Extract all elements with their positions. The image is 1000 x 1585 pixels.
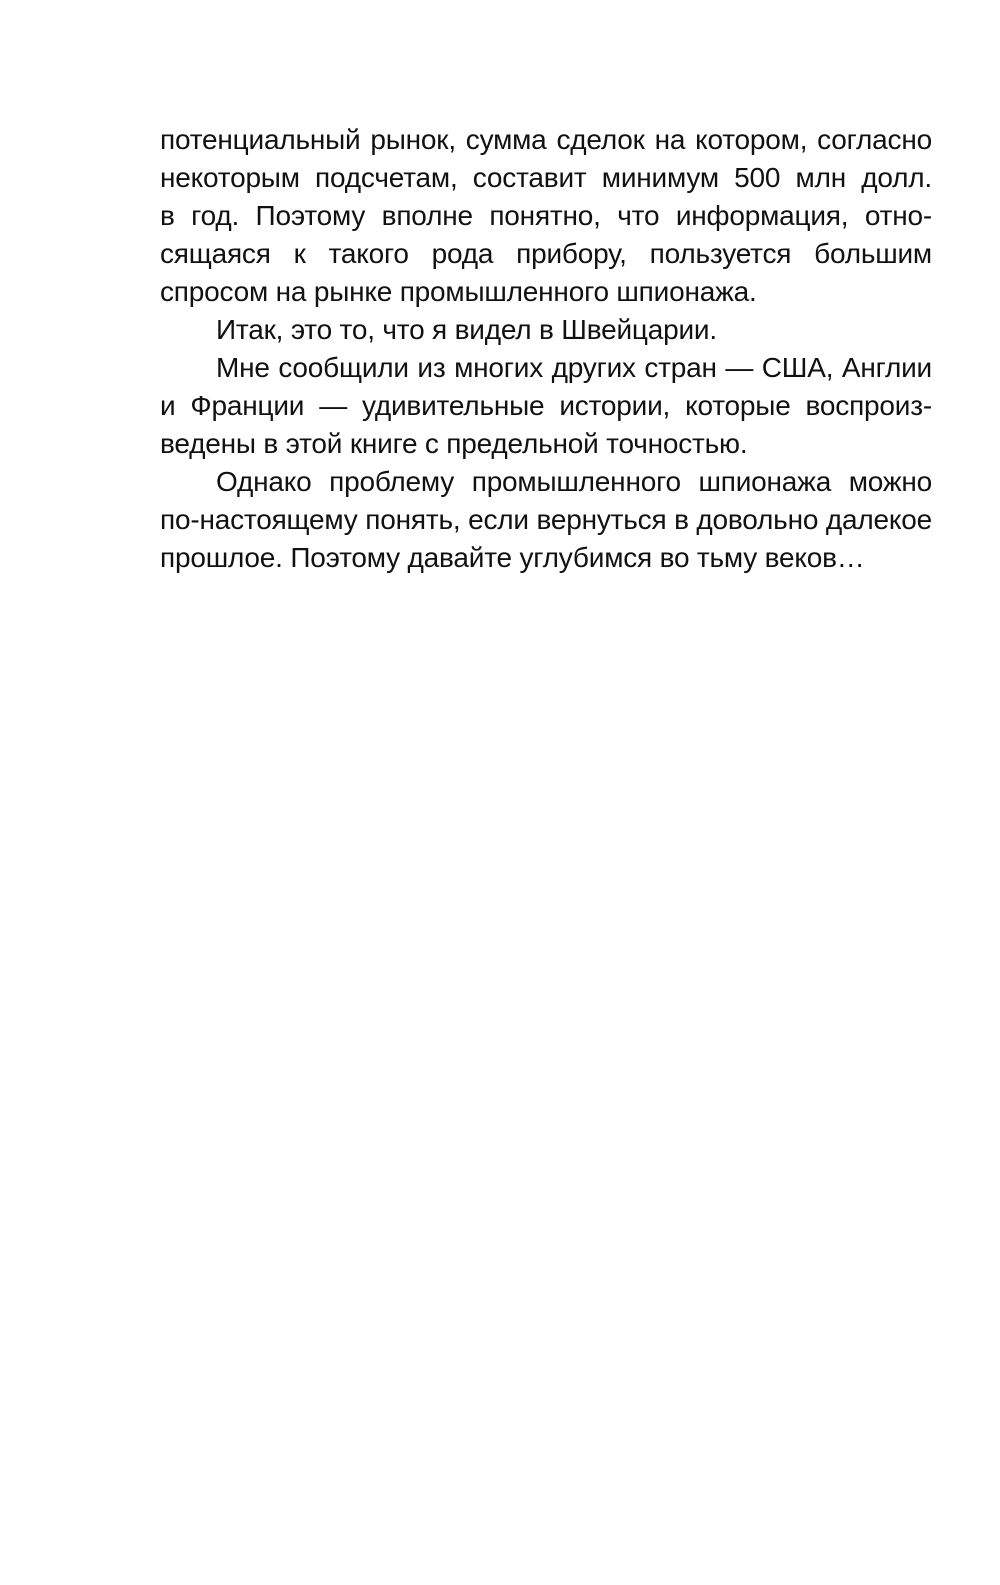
- text-line: по-настоящему понять, если вернуться в довольно далекое: [160, 504, 932, 535]
- text-line: ведены в этой книге с предельной точностью.: [160, 428, 748, 459]
- paragraph-1: [160, 121, 932, 311]
- text-line: Мне сообщили из многих других стран — США, Англии: [216, 352, 932, 383]
- text-line: спросом на рынке промышленного шпионажа.: [160, 276, 757, 307]
- text-line: Итак, это то, что я видел в Швейцарии.: [216, 314, 717, 345]
- body-text: [160, 121, 932, 577]
- text-line: в год. Поэтому вполне понятно, что информация, отно-: [160, 200, 932, 231]
- text-line: потенциальный рынок, сумма сделок на котором, согласно: [160, 124, 932, 155]
- text-line: некоторым подсчетам, составит минимум 500 млн долл.: [160, 162, 932, 193]
- text-line: прошлое. Поэтому давайте углубимся во тьму веков…: [160, 542, 865, 573]
- paragraph-2: [160, 311, 932, 349]
- paragraph-4: [160, 463, 932, 577]
- text-line: Однако проблему промышленного шпионажа можно: [216, 466, 932, 497]
- paragraph-3: [160, 349, 932, 463]
- text-line: и Франции — удивительные истории, которые воспроиз-: [160, 390, 932, 421]
- text-line: сящаяся к такого рода прибору, пользуется большим: [160, 238, 932, 269]
